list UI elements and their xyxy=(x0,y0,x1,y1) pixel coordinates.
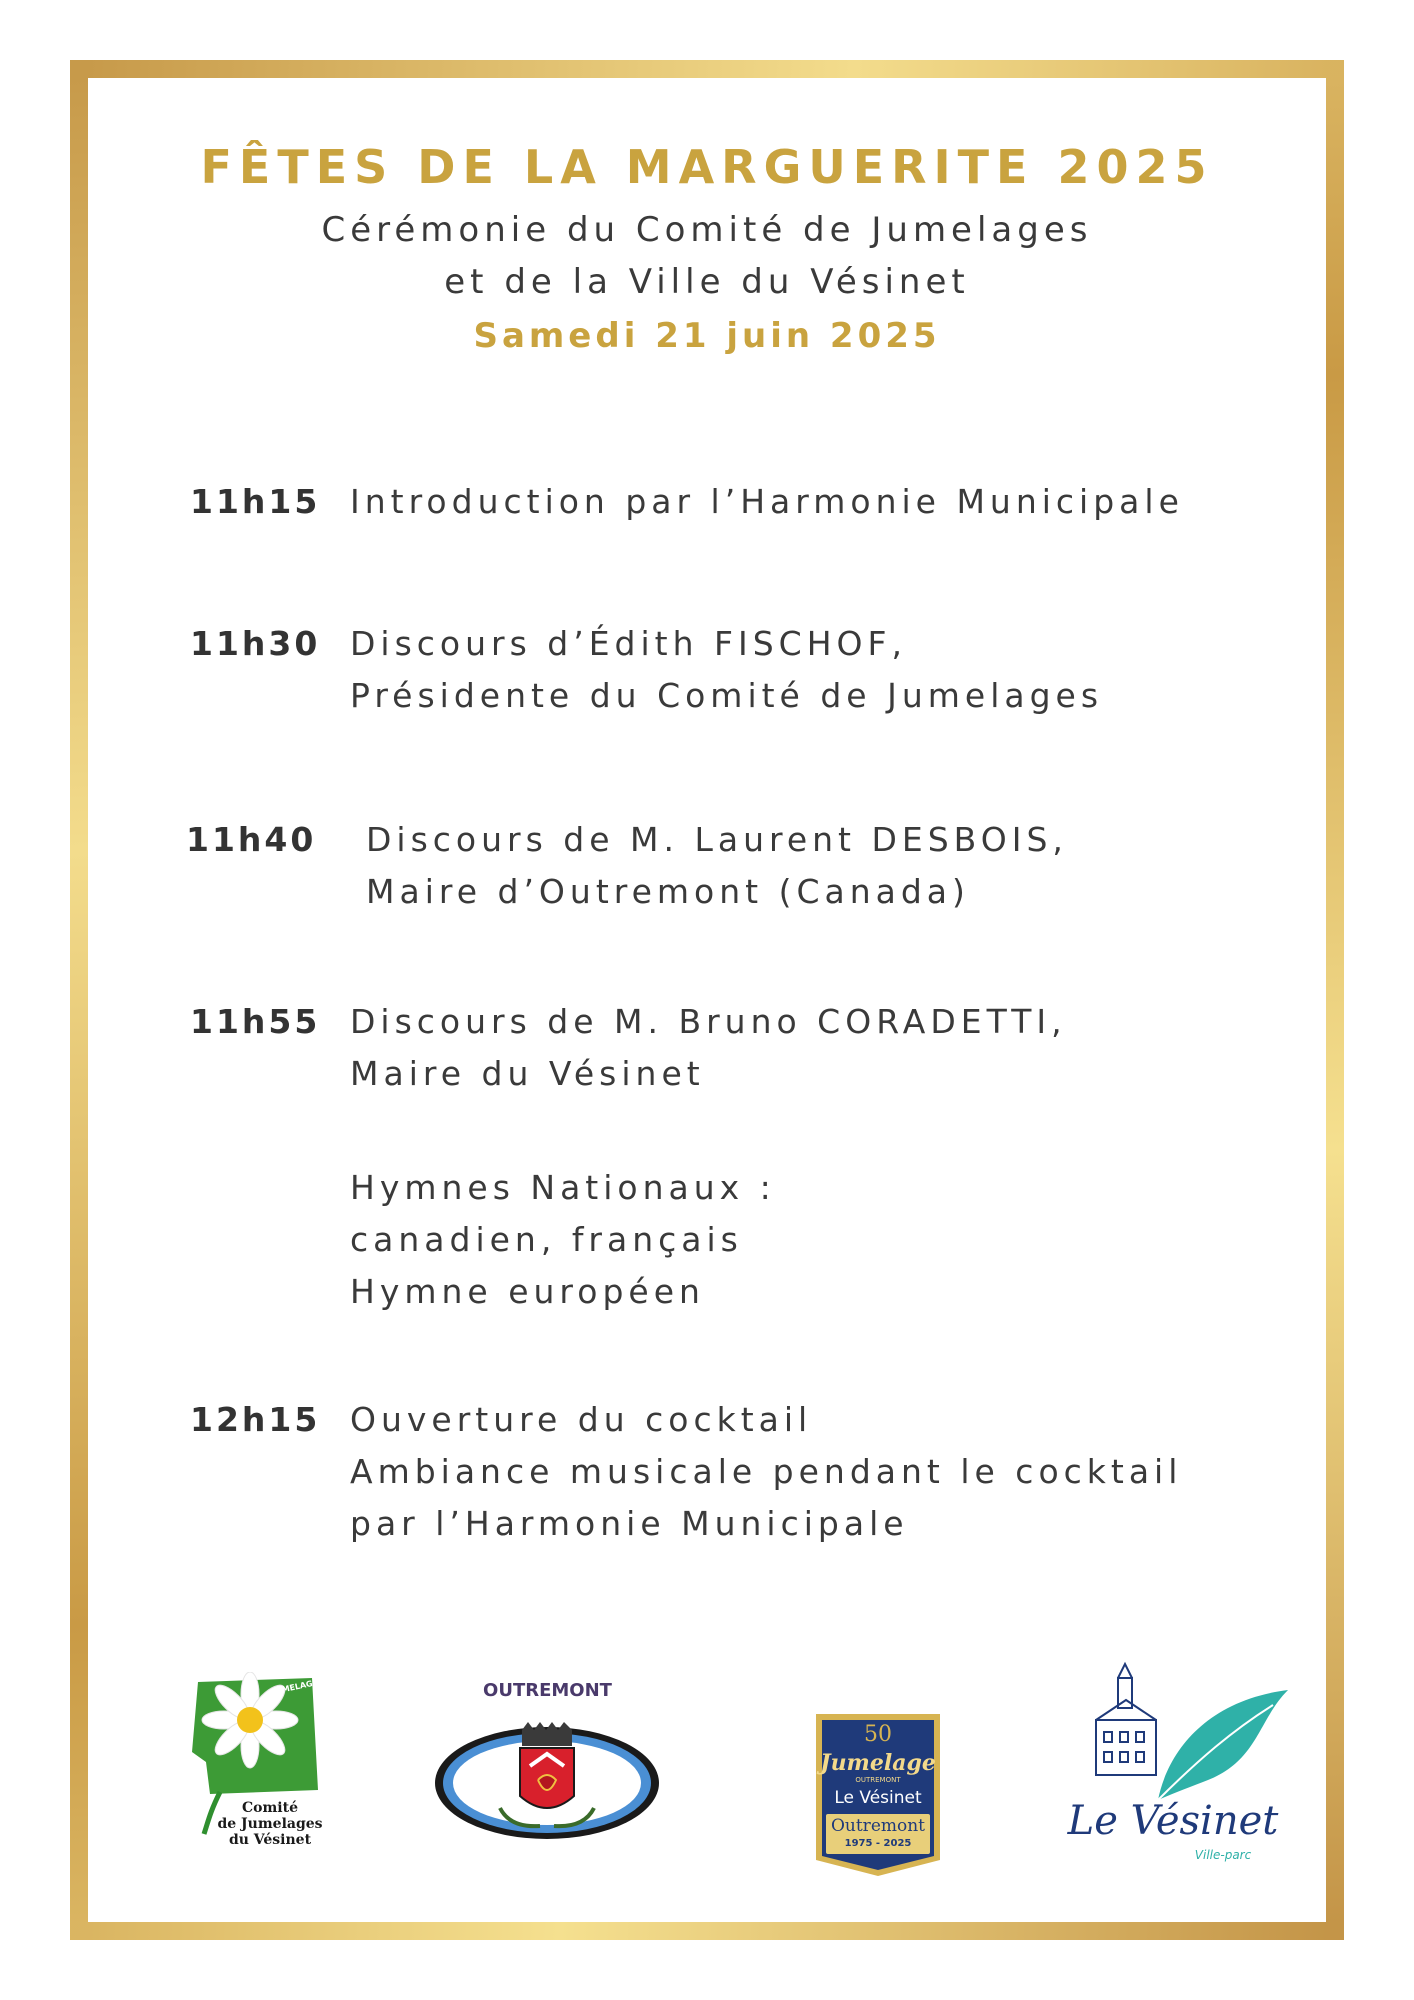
program-line: canadien, français xyxy=(350,1220,743,1259)
subtitle-line-2: et de la Ville du Vésinet xyxy=(444,262,970,302)
program-line: Présidente du Comité de Jumelages xyxy=(350,676,1104,715)
event-date: Samedi 21 juin 2025 xyxy=(473,316,941,356)
badge-years: 1975 - 2025 xyxy=(844,1838,912,1849)
program-item xyxy=(366,814,1068,918)
program-item xyxy=(350,618,1103,722)
program-item xyxy=(350,1162,776,1318)
badge-small: OUTREMONT xyxy=(855,1776,901,1784)
outremont-logo xyxy=(430,1680,665,1860)
logo-text: Comité de Jumelages du Vésinet xyxy=(217,1800,323,1848)
jumelage-50-badge xyxy=(812,1710,944,1880)
leaf-building-icon xyxy=(1058,1660,1288,1810)
comite-jumelages-logo xyxy=(180,1672,330,1857)
program-time: 11h30 xyxy=(190,624,321,663)
program-line: Maire d’Outremont (Canada) xyxy=(366,872,970,911)
page-title: FÊTES DE LA MARGUERITE 2025 xyxy=(200,140,1214,194)
badge-partner: Outremont xyxy=(830,1816,926,1836)
program-item xyxy=(350,1394,1182,1550)
vesinet-name: Le Vésinet xyxy=(1067,1798,1279,1844)
program-line: Discours de M. Laurent DESBOIS, xyxy=(366,820,1068,859)
le-vesinet-logo xyxy=(1058,1660,1288,1870)
program-line: Ouverture du cocktail xyxy=(350,1400,813,1439)
badge-word: Jumelage xyxy=(820,1750,936,1776)
vesinet-tagline: Ville-parc xyxy=(1194,1848,1252,1862)
program-line: Introduction par l’Harmonie Municipale xyxy=(350,482,1184,521)
program-line: Discours de M. Bruno CORADETTI, xyxy=(350,1002,1067,1041)
subtitle-line-1: Cérémonie du Comité de Jumelages xyxy=(321,210,1093,250)
program-item xyxy=(350,476,1184,528)
program-line: Hymne européen xyxy=(350,1272,705,1311)
program-time: 11h55 xyxy=(190,1002,321,1041)
program-time: 12h15 xyxy=(190,1400,321,1439)
badge-city: Le Vésinet xyxy=(834,1788,922,1808)
program-time: 11h15 xyxy=(190,482,321,521)
program-item xyxy=(350,996,1067,1100)
program-line: Maire du Vésinet xyxy=(350,1054,705,1093)
program-time: 11h40 xyxy=(186,820,317,859)
program-line: Hymnes Nationaux : xyxy=(350,1168,776,1207)
coat-of-arms-icon xyxy=(430,1708,665,1858)
logo-badge: JUMELAGES xyxy=(271,1676,325,1697)
program-line: Ambiance musicale pendant le cocktail xyxy=(350,1452,1183,1491)
outremont-label: OUTREMONT xyxy=(483,1680,612,1701)
badge-number: 50 xyxy=(864,1722,892,1747)
program-line: par l’Harmonie Municipale xyxy=(350,1504,909,1543)
program-line: Discours d’Édith FISCHOF, xyxy=(350,624,907,663)
